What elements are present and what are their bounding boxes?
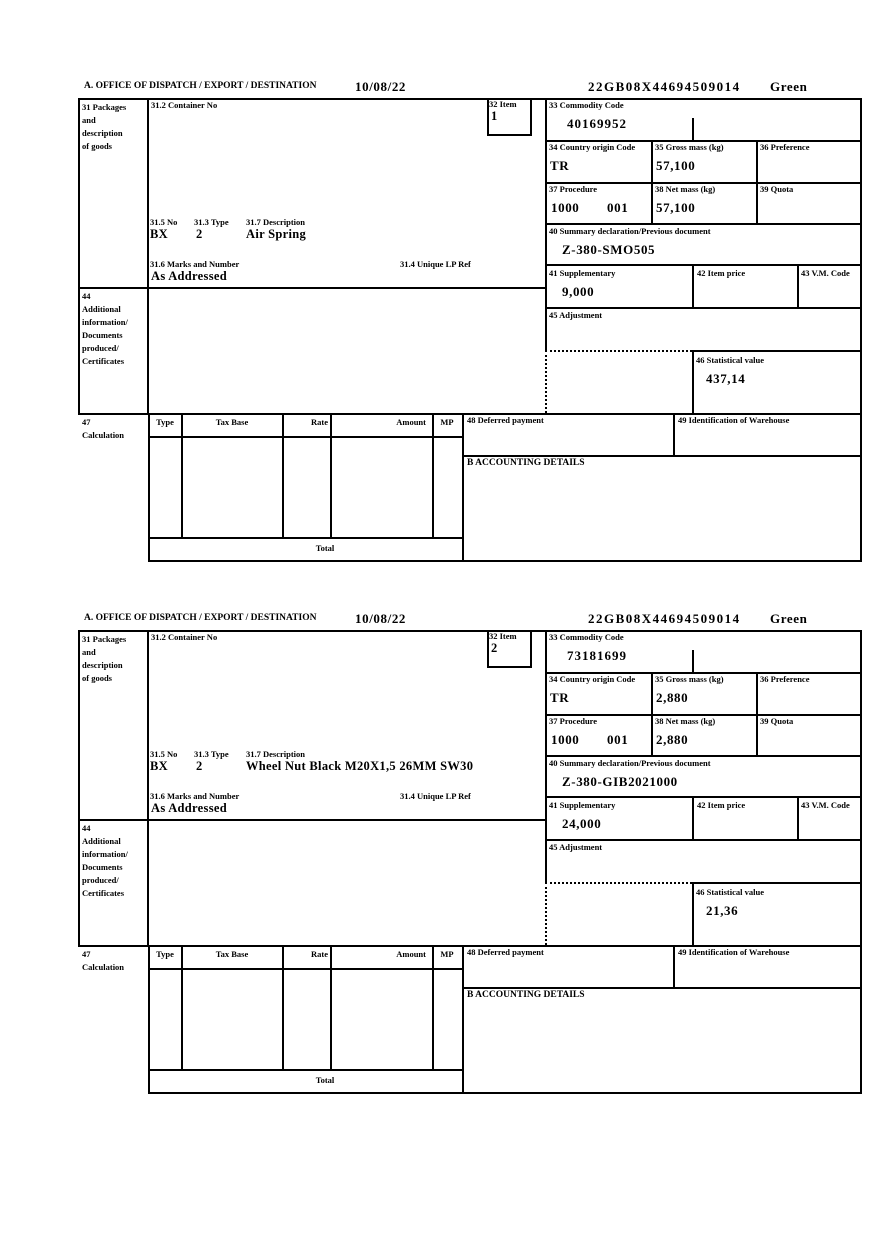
calc-amount-header: Amount	[396, 417, 426, 427]
gross-mass-label: 35 Gross mass (kg)	[655, 674, 724, 684]
statistical-value: 437,14	[706, 371, 746, 386]
procedure-value: 1000	[551, 732, 580, 747]
box37-row-bottom-border	[545, 223, 862, 225]
supplementary-value: 24,000	[562, 816, 602, 831]
commodity-code-value: 73181699	[567, 648, 627, 663]
supplementary-label: 41 Supplementary	[549, 268, 616, 278]
goods-description-label: 31.7 Description	[246, 217, 306, 227]
adjustment-label: 45 Adjustment	[549, 842, 603, 852]
calc-mp-header: MP	[440, 949, 454, 959]
calc-type-header: Type	[156, 949, 174, 959]
goods-description-value: Air Spring	[246, 227, 307, 241]
item-box-bottom-border	[487, 134, 532, 136]
item-box-right-border	[530, 630, 532, 668]
office-of-dispatch-label: A. OFFICE OF DISPATCH / EXPORT / DESTINATION	[84, 613, 317, 623]
procedure-ext-value: 001	[607, 200, 629, 215]
box44-additional-info-label: 44 Additional information/ Documents produced/ Certificates	[82, 823, 128, 898]
package-type-label: 31.3 Type	[194, 749, 229, 759]
net-mass-value: 57,100	[656, 200, 696, 215]
statistical-value-label: 46 Statistical value	[696, 887, 764, 897]
summary-declaration-label: 40 Summary declaration/Previous document	[549, 226, 711, 236]
procedure-value: 1000	[551, 200, 580, 215]
box48-49-divider	[673, 945, 675, 989]
adjustment-dotted-bottom-border	[545, 350, 692, 352]
net-mass-label: 38 Net mass (kg)	[655, 716, 716, 726]
declaration-date: 10/08/22	[355, 79, 407, 94]
package-no-value: BX	[150, 759, 168, 773]
adjustment-dotted-left-border	[545, 350, 547, 413]
net-mass-value: 2,880	[656, 732, 689, 747]
calc-amount-header: Amount	[396, 949, 426, 959]
form-left-border	[78, 98, 80, 415]
form-bottom-border	[148, 1092, 862, 1094]
statistical-value: 21,36	[706, 903, 739, 918]
box42-43-divider	[797, 796, 799, 841]
mrn-value: 22GB08X44694509014	[588, 611, 741, 626]
statistical-value-label: 46 Statistical value	[696, 355, 764, 365]
gross-mass-value: 57,100	[656, 158, 696, 173]
item-number-value: 2	[491, 641, 498, 655]
accounting-details-label: B ACCOUNTING DETAILS	[467, 458, 585, 468]
accounting-details-label: B ACCOUNTING DETAILS	[467, 990, 585, 1000]
left-column-divider	[147, 98, 149, 415]
warehouse-identification-label: 49 Identification of Warehouse	[678, 947, 790, 957]
marks-and-number-label: 31.6 Marks and Number	[150, 791, 240, 801]
sad-form-item-1	[78, 80, 862, 562]
commodity-code-separator-tick	[692, 118, 694, 140]
previous-document-value: Z-380-GIB2021000	[562, 774, 678, 789]
box41-row-bottom-border	[545, 839, 862, 841]
calc-taxbase-header: Tax Base	[215, 417, 249, 427]
box40-bottom-border	[545, 796, 862, 798]
preference-label: 36 Preference	[760, 142, 810, 152]
vm-code-label: 43 V.M. Code	[801, 268, 850, 278]
calc-amount-column-divider	[432, 413, 434, 539]
package-type-label: 31.3 Type	[194, 217, 229, 227]
package-no-label: 31.5 No	[150, 749, 178, 759]
calc-rate-column-divider	[330, 413, 332, 539]
adjustment-dotted-bottom-border	[545, 882, 692, 884]
item-number-value: 1	[491, 109, 498, 123]
box48-row-bottom-border	[462, 455, 862, 457]
calc-type-column-divider	[181, 413, 183, 539]
mrn-value: 22GB08X44694509014	[588, 79, 741, 94]
container-no-label: 31.2 Container No	[151, 100, 218, 110]
box46-left-border	[692, 350, 694, 415]
commodity-code-separator-tick	[692, 650, 694, 672]
box41-42-divider	[692, 264, 694, 309]
office-of-dispatch-label: A. OFFICE OF DISPATCH / EXPORT / DESTINATION	[84, 81, 317, 91]
box31-packages-label: 31 Packages and description of goods	[82, 102, 127, 151]
item-price-label: 42 Item price	[697, 800, 746, 810]
calc-rate-header: Rate	[311, 417, 328, 427]
gross-mass-label: 35 Gross mass (kg)	[655, 142, 724, 152]
package-type-value: 2	[196, 759, 203, 773]
country-origin-value: TR	[550, 690, 570, 705]
country-origin-label: 34 Country origin Code	[549, 142, 636, 152]
marks-and-number-value: As Addressed	[151, 269, 227, 283]
deferred-payment-label: 48 Deferred payment	[467, 415, 544, 425]
procedure-label: 37 Procedure	[549, 716, 598, 726]
calc-rate-header: Rate	[311, 949, 328, 959]
routing-status: Green	[770, 79, 808, 94]
item-number-label: 32 Item	[489, 631, 517, 641]
box44-additional-info-label: 44 Additional information/ Documents produced/ Certificates	[82, 291, 128, 366]
box46-top-border	[692, 350, 862, 352]
total-label: Total	[315, 543, 335, 553]
commodity-code-label: 33 Commodity Code	[549, 632, 624, 642]
commodity-code-label: 33 Commodity Code	[549, 100, 624, 110]
summary-declaration-label: 40 Summary declaration/Previous document	[549, 758, 711, 768]
total-row-top-border	[148, 1069, 464, 1071]
box44-top-border	[78, 819, 547, 821]
box47-calculation-label: 47 Calculation	[82, 949, 125, 972]
unique-lp-ref-label: 31.4 Unique LP Ref	[400, 259, 471, 269]
box41-42-divider	[692, 796, 694, 841]
total-row-top-border	[148, 537, 464, 539]
preference-label: 36 Preference	[760, 674, 810, 684]
box41-row-bottom-border	[545, 307, 862, 309]
box31-packages-label: 31 Packages and description of goods	[82, 634, 127, 683]
routing-status: Green	[770, 611, 808, 626]
box37-row-bottom-border	[545, 755, 862, 757]
commodity-code-value: 40169952	[567, 116, 627, 131]
calc-type-header: Type	[156, 417, 174, 427]
gross-mass-value: 2,880	[656, 690, 689, 705]
adjustment-label: 45 Adjustment	[549, 310, 603, 320]
calc-taxbase-column-divider	[282, 413, 284, 539]
goods-description-label: 31.7 Description	[246, 749, 306, 759]
box40-bottom-border	[545, 264, 862, 266]
country-origin-value: TR	[550, 158, 570, 173]
unique-lp-ref-label: 31.4 Unique LP Ref	[400, 791, 471, 801]
package-type-value: 2	[196, 227, 203, 241]
item-price-label: 42 Item price	[697, 268, 746, 278]
calc-type-column-divider	[181, 945, 183, 1071]
calc-amount-column-divider	[432, 945, 434, 1071]
sad-form-item-2	[78, 612, 862, 1094]
box44-top-border	[78, 287, 547, 289]
total-label: Total	[315, 1075, 335, 1085]
item-number-label: 32 Item	[489, 99, 517, 109]
supplementary-label: 41 Supplementary	[549, 800, 616, 810]
calc-header-bottom-border	[148, 968, 464, 970]
supplementary-value: 9,000	[562, 284, 595, 299]
calc-header-bottom-border	[148, 436, 464, 438]
box48-row-bottom-border	[462, 987, 862, 989]
calc-taxbase-header: Tax Base	[215, 949, 249, 959]
vm-code-label: 43 V.M. Code	[801, 800, 850, 810]
box46-top-border	[692, 882, 862, 884]
form-bottom-border	[148, 560, 862, 562]
goods-description-value: Wheel Nut Black M20X1,5 26MM SW30	[246, 759, 474, 773]
previous-document-value: Z-380-SMO505	[562, 242, 656, 257]
form-right-border	[860, 98, 862, 562]
declaration-date: 10/08/22	[355, 611, 407, 626]
box46-left-border	[692, 882, 694, 947]
box48-49-divider	[673, 413, 675, 457]
marks-and-number-value: As Addressed	[151, 801, 227, 815]
item-box-right-border	[530, 98, 532, 136]
net-mass-label: 38 Net mass (kg)	[655, 184, 716, 194]
calc-taxbase-column-divider	[282, 945, 284, 1071]
container-no-label: 31.2 Container No	[151, 632, 218, 642]
calc-rate-column-divider	[330, 945, 332, 1071]
calc-mp-header: MP	[440, 417, 454, 427]
box42-43-divider	[797, 264, 799, 309]
item-box-bottom-border	[487, 666, 532, 668]
procedure-label: 37 Procedure	[549, 184, 598, 194]
package-no-label: 31.5 No	[150, 217, 178, 227]
box47-calculation-label: 47 Calculation	[82, 417, 125, 440]
quota-label: 39 Quota	[760, 184, 794, 194]
procedure-ext-value: 001	[607, 732, 629, 747]
deferred-payment-label: 48 Deferred payment	[467, 947, 544, 957]
form-right-border	[860, 630, 862, 1094]
package-no-value: BX	[150, 227, 168, 241]
form-left-border	[78, 630, 80, 947]
adjustment-dotted-left-border	[545, 882, 547, 945]
warehouse-identification-label: 49 Identification of Warehouse	[678, 415, 790, 425]
country-origin-label: 34 Country origin Code	[549, 674, 636, 684]
left-column-divider	[147, 630, 149, 947]
quota-label: 39 Quota	[760, 716, 794, 726]
marks-and-number-label: 31.6 Marks and Number	[150, 259, 240, 269]
